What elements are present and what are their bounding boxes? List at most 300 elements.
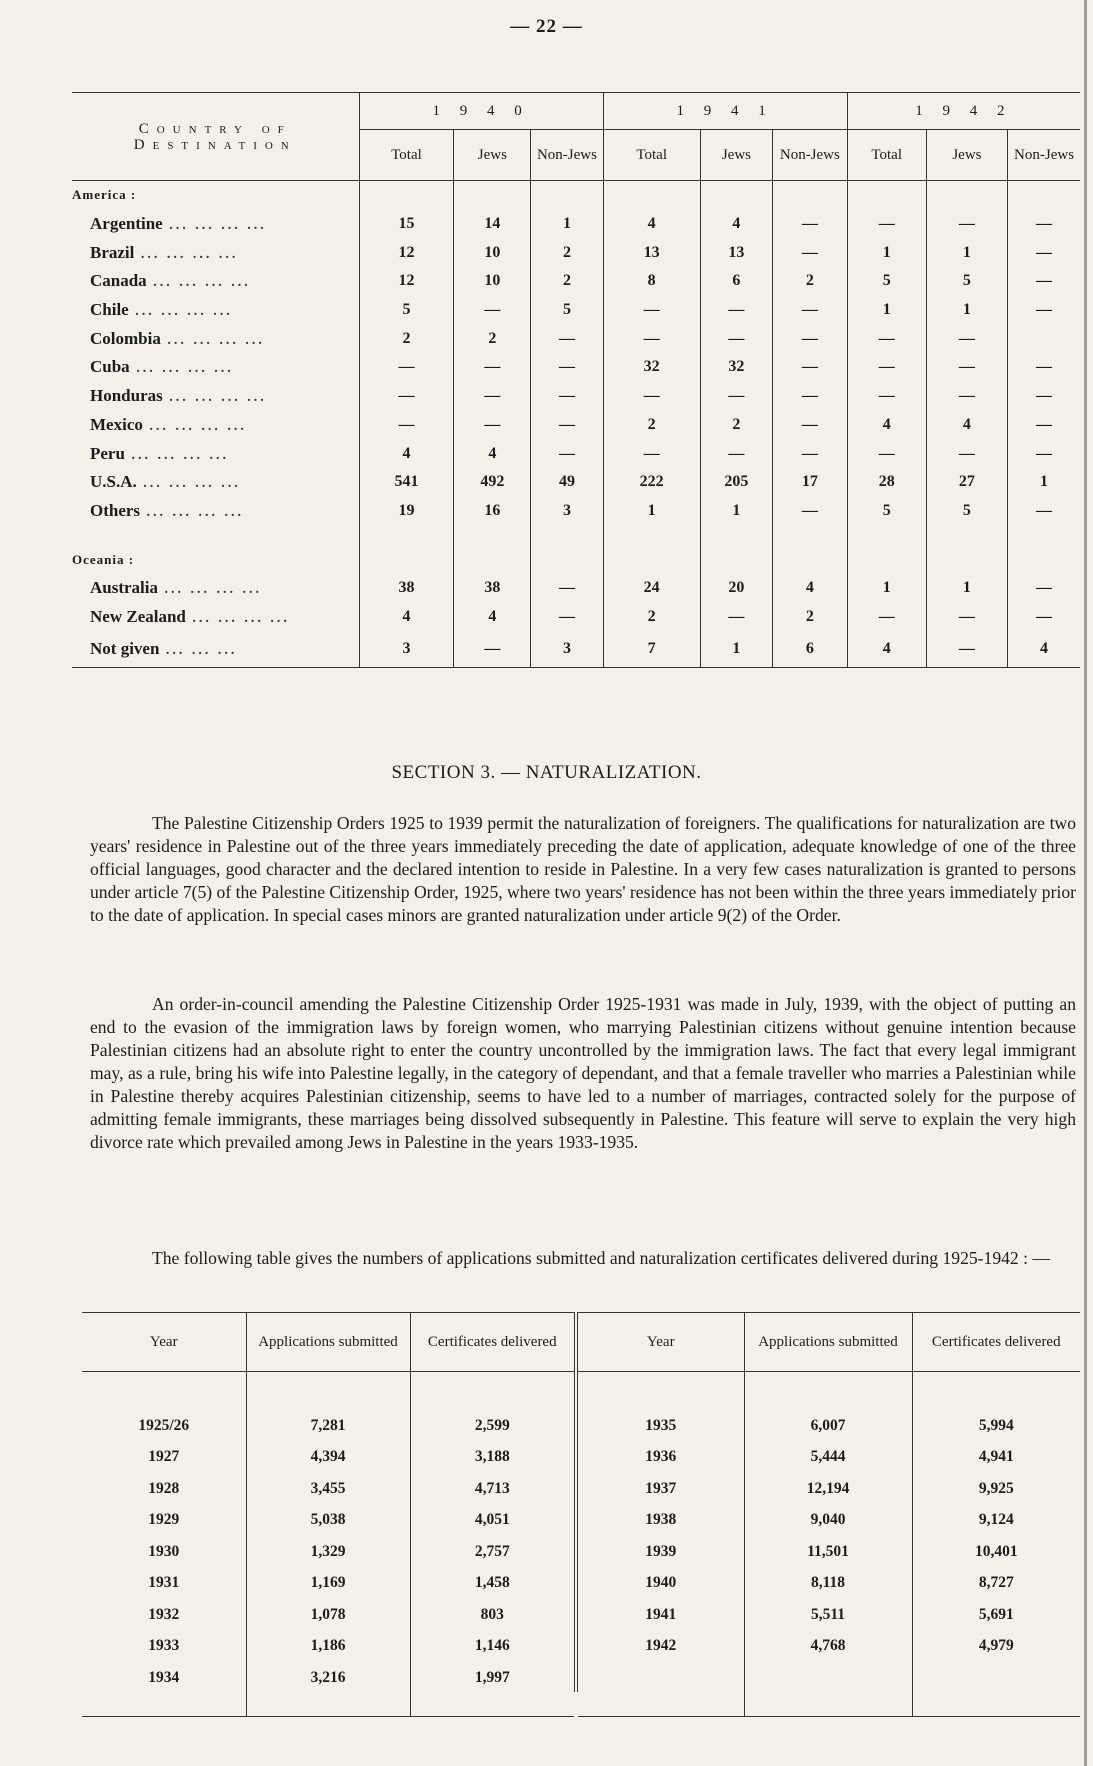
table-row [72, 296, 1080, 325]
table-row [72, 439, 1080, 468]
year-cell: 1933 [148, 1637, 180, 1655]
value-cell: 492 [454, 468, 531, 497]
value-cell: — [847, 439, 926, 468]
header-certificates: Certificates delivered [912, 1313, 1080, 1372]
value-cell: 4 [847, 411, 926, 440]
table-row [578, 1568, 1080, 1600]
value-cell: — [531, 439, 603, 468]
table-row [72, 267, 1080, 296]
section-title: SECTION 3. — NATURALIZATION. [391, 762, 702, 783]
value-cell: 7 [603, 631, 700, 668]
table-row [82, 1442, 574, 1474]
country-cell [72, 439, 359, 468]
country-header: Country of Destination [72, 93, 359, 181]
spacer-cell [912, 1372, 1080, 1411]
country-name: U.S.A. [90, 472, 137, 492]
paragraph-table-intro: The following table gives the numbers of applications submitted and naturalization certificates delivered during 1925-1942 : — [152, 1248, 1051, 1268]
sub-header-jews: Jews [700, 130, 772, 181]
country-cell [72, 497, 359, 526]
value-cell: — [531, 324, 603, 353]
value-cell: 12 [359, 238, 454, 267]
value-cell: 4 [454, 603, 531, 632]
value-cell: 222 [603, 468, 700, 497]
country-cell [72, 238, 359, 267]
value-cell: 541 [359, 468, 454, 497]
value-cell: — [603, 382, 700, 411]
leader-dots: ... ... ... ... [140, 504, 245, 520]
value-cell: — [926, 439, 1007, 468]
emigration-table-body [72, 181, 1080, 668]
applications-cell: 12,194 [744, 1473, 912, 1505]
spacer-cell [744, 1694, 912, 1717]
applications-cell: 5,444 [744, 1442, 912, 1474]
table-row [82, 1631, 574, 1663]
applications-cell: 11,501 [744, 1536, 912, 1568]
emigration-table [72, 92, 1080, 668]
value-cell: — [700, 603, 772, 632]
header-applications: Applications submitted [246, 1313, 410, 1372]
year-cell: 1932 [148, 1605, 180, 1623]
certificates-cell: 10,401 [912, 1536, 1080, 1568]
table-row [72, 210, 1080, 239]
value-cell: — [847, 603, 926, 632]
value-cell: 5 [847, 497, 926, 526]
empty-cell [700, 181, 772, 210]
country-cell [72, 296, 359, 325]
country-name: Brazil [90, 242, 135, 262]
value-cell: 14 [454, 210, 531, 239]
value-cell: 20 [700, 574, 772, 603]
year-cell: 1927 [148, 1448, 180, 1466]
value-cell: 4 [847, 631, 926, 668]
spacer-cell [578, 1662, 744, 1694]
year-cell: 1942 [645, 1637, 677, 1655]
value-cell: 2 [603, 411, 700, 440]
table-row [72, 353, 1080, 382]
empty-cell [1008, 181, 1080, 210]
value-cell: — [1008, 382, 1080, 411]
value-cell: — [531, 574, 603, 603]
year-header-1940: 1 9 4 0 [359, 93, 603, 130]
empty-cell [603, 545, 700, 574]
value-cell: 8 [603, 267, 700, 296]
leader-dots: ... ... ... [159, 643, 238, 659]
table-row-not-given [72, 631, 1080, 668]
value-cell: — [1008, 574, 1080, 603]
value-cell: 28 [847, 468, 926, 497]
certificates-cell: 8,727 [912, 1568, 1080, 1600]
spacer-cell [744, 1372, 912, 1411]
table-row [578, 1410, 1080, 1442]
country-name: Canada [90, 271, 147, 291]
sub-header-jews: Jews [926, 130, 1007, 181]
certificates-cell: 5,691 [912, 1599, 1080, 1631]
spacer-cell [410, 1372, 574, 1411]
value-cell: 3 [359, 631, 454, 668]
value-cell: 32 [700, 353, 772, 382]
applications-cell: 4,394 [246, 1442, 410, 1474]
table-row [72, 324, 1080, 353]
spacer-cell [359, 525, 454, 545]
paragraph-order-in-council: An order-in-council amending the Palestine Citizenship Order 1925-1931 was made in July, 1939, with the object of putting an end to the evasion of the immigration laws by foreign women, who marrying Palestinian citizens without genuine intention because Palestinian citizens had an absolute right to enter the country uncontrolled by the immigration laws. The fact that every legal immigrant may, as a rule, bring his wife into Palestine legally, in the category of dependant, and that a female traveller who marries a Palestinian while in Palestine thereby acquires Palestinian citizenship, seems to have led to a number of marriages, contracted solely for the purpose of admitting female immigrants, these marriages being dissolved subsequently in Palestine. This feature will serve to explain the very high divorce rate which prevailed among Jews in Palestine in the years 1933-1935. [90, 994, 1076, 1152]
year-cell: 1929 [148, 1511, 180, 1529]
value-cell: — [1008, 353, 1080, 382]
sub-header-non-jews: Non-Jews [773, 130, 848, 181]
region-row [72, 181, 1080, 210]
value-cell: 2 [603, 603, 700, 632]
empty-cell [359, 545, 454, 574]
value-cell: 2 [359, 324, 454, 353]
value-cell: — [531, 603, 603, 632]
year-header-1941: 1 9 4 1 [603, 93, 847, 130]
value-cell: 13 [603, 238, 700, 267]
value-cell: — [454, 296, 531, 325]
table-row [82, 1473, 574, 1505]
year-cell: 1939 [645, 1542, 677, 1560]
year-cell: 1930 [148, 1542, 180, 1560]
country-name: Not given [90, 639, 160, 659]
region-label: Oceania : [72, 551, 135, 567]
table-row [72, 238, 1080, 267]
spacer-row [82, 1694, 574, 1717]
empty-cell [926, 545, 1007, 574]
spacer-row [72, 525, 1080, 545]
country-name: Chile [90, 300, 129, 320]
year-cell: 1936 [645, 1448, 677, 1466]
value-cell: 10 [454, 238, 531, 267]
value-cell: 24 [603, 574, 700, 603]
value-cell: 12 [359, 267, 454, 296]
value-cell: — [359, 353, 454, 382]
value-cell: 2 [773, 267, 848, 296]
year-cell: 1928 [148, 1479, 180, 1497]
value-cell: 15 [359, 210, 454, 239]
value-cell: — [603, 296, 700, 325]
table-row [82, 1505, 574, 1537]
value-cell: 2 [454, 324, 531, 353]
leader-dots: ... ... ... ... [162, 218, 267, 234]
year-cell: 1935 [645, 1416, 677, 1434]
empty-cell [454, 545, 531, 574]
spacer-cell [246, 1694, 410, 1717]
value-cell: — [773, 296, 848, 325]
header-year: Year [82, 1313, 246, 1372]
leader-dots: ... ... ... ... [134, 246, 239, 262]
table-row [72, 382, 1080, 411]
spacer-cell [912, 1662, 1080, 1694]
empty-cell [531, 181, 603, 210]
value-cell: — [1008, 603, 1080, 632]
value-cell: 5 [926, 497, 1007, 526]
leader-dots: ... ... ... ... [142, 418, 247, 434]
country-name: Mexico [90, 414, 143, 434]
spacer-cell [578, 1694, 744, 1717]
value-cell: — [454, 411, 531, 440]
country-name: Peru [90, 443, 125, 463]
empty-cell [847, 545, 926, 574]
country-name: Cuba [90, 357, 130, 377]
empty-cell [1008, 545, 1080, 574]
certificates-cell: 1,146 [410, 1631, 574, 1663]
spacer-cell [72, 525, 359, 545]
spacer-cell [847, 525, 926, 545]
leader-dots: ... ... ... ... [162, 390, 267, 406]
value-cell: — [454, 353, 531, 382]
value-cell: 3 [531, 497, 603, 526]
leader-dots: ... ... ... ... [129, 361, 234, 377]
applications-cell: 1,078 [246, 1599, 410, 1631]
value-cell: 2 [773, 603, 848, 632]
table-row [72, 497, 1080, 526]
value-cell: 38 [359, 574, 454, 603]
value-cell: — [773, 238, 848, 267]
value-cell: 5 [531, 296, 603, 325]
empty-cell [847, 181, 926, 210]
value-cell: 1 [700, 497, 772, 526]
value-cell: — [1008, 411, 1080, 440]
certificates-cell: 803 [410, 1599, 574, 1631]
table-row [82, 1599, 574, 1631]
value-cell: — [454, 382, 531, 411]
sub-header-total: Total [603, 130, 700, 181]
year-cell: 1938 [645, 1511, 677, 1529]
country-cell [72, 267, 359, 296]
value-cell: — [700, 296, 772, 325]
paragraph-citizenship-orders: The Palestine Citizenship Orders 1925 to 1939 permit the naturalization of foreigners. The qualifications for naturalization are two years' residence in Palestine out of the three years immediately preceding the date of application, adequate knowledge of one of the three official languages, good character and the declared intention to reside in Palestine. In a very few cases naturalization is granted to persons under article 7(5) of the Palestine Citizenship Order, 1925, where two years' residence has not been within the three years immediately prior to the date of application. In special cases minors are granted naturalization under article 9(2) of the Order. [90, 813, 1076, 925]
value-cell: — [847, 382, 926, 411]
value-cell: 4 [603, 210, 700, 239]
value-cell: — [603, 324, 700, 353]
naturalization-table-right [578, 1312, 1080, 1717]
header-applications: Applications submitted [744, 1313, 912, 1372]
value-cell: — [531, 382, 603, 411]
country-cell [72, 324, 359, 353]
country-cell [72, 603, 359, 632]
applications-cell: 9,040 [744, 1505, 912, 1537]
certificates-cell: 4,941 [912, 1442, 1080, 1474]
certificates-cell: 9,925 [912, 1473, 1080, 1505]
spacer-cell [926, 525, 1007, 545]
country-cell [72, 353, 359, 382]
value-cell: — [926, 382, 1007, 411]
value-cell: 4 [1008, 631, 1080, 668]
spacer-cell [82, 1372, 246, 1411]
spacer-cell [773, 525, 848, 545]
value-cell: — [926, 324, 1007, 353]
page-number: — 22 — [510, 16, 583, 37]
leader-dots: ... ... ... ... [146, 275, 251, 291]
table-row [82, 1568, 574, 1600]
value-cell: — [847, 324, 926, 353]
certificates-cell: 3,188 [410, 1442, 574, 1474]
spacer-cell [603, 525, 700, 545]
value-cell: — [926, 631, 1007, 668]
value-cell: — [531, 353, 603, 382]
region-row [72, 545, 1080, 574]
leader-dots: ... ... ... ... [158, 582, 262, 598]
value-cell: 1 [926, 296, 1007, 325]
spacer-row [82, 1372, 574, 1411]
value-cell: — [926, 210, 1007, 239]
applications-cell: 1,329 [246, 1536, 410, 1568]
value-cell: 1 [603, 497, 700, 526]
certificates-cell: 1,997 [410, 1662, 574, 1694]
value-cell: 5 [847, 267, 926, 296]
year-header-1942: 1 9 4 2 [847, 93, 1080, 130]
header-certificates: Certificates delivered [410, 1313, 574, 1372]
value-cell: 10 [454, 267, 531, 296]
spacer-cell [1008, 525, 1080, 545]
table-row [72, 603, 1080, 632]
value-cell: 4 [926, 411, 1007, 440]
value-cell: — [773, 382, 848, 411]
certificates-cell: 9,124 [912, 1505, 1080, 1537]
value-cell: — [1008, 267, 1080, 296]
value-cell: — [1008, 439, 1080, 468]
value-cell: — [454, 631, 531, 668]
value-cell: — [531, 411, 603, 440]
value-cell: 1 [531, 210, 603, 239]
value-cell: 3 [531, 631, 603, 668]
sub-header-jews: Jews [454, 130, 531, 181]
applications-cell: 1,169 [246, 1568, 410, 1600]
certificates-cell: 2,599 [410, 1410, 574, 1442]
applications-cell: 8,118 [744, 1568, 912, 1600]
year-cell: 1934 [148, 1668, 180, 1686]
sub-header-non-jews: Non-Jews [531, 130, 603, 181]
page-edge-shadow [1084, 0, 1087, 1766]
empty-cell [531, 545, 603, 574]
empty-cell [773, 545, 848, 574]
table-row [72, 574, 1080, 603]
year-cell: 1931 [148, 1574, 180, 1592]
empty-cell [700, 545, 772, 574]
country-cell [72, 382, 359, 411]
country-cell [72, 468, 359, 497]
country-name: Argentine [90, 214, 163, 234]
empty-cell [926, 181, 1007, 210]
spacer-cell [578, 1372, 744, 1411]
value-cell: — [1008, 210, 1080, 239]
empty-cell [603, 181, 700, 210]
sub-header-non-jews: Non-Jews [1008, 130, 1080, 181]
naturalization-table-left [82, 1312, 574, 1717]
value-cell: 6 [700, 267, 772, 296]
value-cell: 38 [454, 574, 531, 603]
value-cell: — [1008, 296, 1080, 325]
spacer-cell [700, 525, 772, 545]
value-cell: 17 [773, 468, 848, 497]
value-cell: — [773, 497, 848, 526]
empty-cell [359, 181, 454, 210]
applications-cell: 4,768 [744, 1631, 912, 1663]
value-cell: — [1008, 497, 1080, 526]
value-cell: — [1008, 238, 1080, 267]
year-cell: 1925/26 [138, 1416, 190, 1434]
value-cell: — [773, 353, 848, 382]
value-cell: 49 [531, 468, 603, 497]
table-row [82, 1536, 574, 1568]
value-cell: — [773, 324, 848, 353]
empty-cell [454, 181, 531, 210]
value-cell: 13 [700, 238, 772, 267]
spacer-cell [454, 525, 531, 545]
table-row [578, 1536, 1080, 1568]
table-row [578, 1473, 1080, 1505]
value-cell: 19 [359, 497, 454, 526]
value-cell: 2 [700, 411, 772, 440]
certificates-cell: 4,051 [410, 1505, 574, 1537]
country-name: New Zealand [90, 606, 186, 626]
year-cell: 1941 [645, 1605, 677, 1623]
value-cell: 1 [926, 574, 1007, 603]
table-row [82, 1410, 574, 1442]
leader-dots: ... ... ... ... [136, 476, 241, 492]
leader-dots: ... ... ... ... [128, 304, 233, 320]
value-cell: 1 [926, 238, 1007, 267]
table-row [578, 1599, 1080, 1631]
value-cell: 2 [531, 238, 603, 267]
certificates-cell: 1,458 [410, 1568, 574, 1600]
value-cell: — [847, 353, 926, 382]
value-cell: — [700, 439, 772, 468]
spacer-cell [531, 525, 603, 545]
certificates-cell: 2,757 [410, 1536, 574, 1568]
value-cell: — [359, 411, 454, 440]
value-cell: — [700, 382, 772, 411]
table-row [578, 1631, 1080, 1663]
value-cell: 4 [454, 439, 531, 468]
value-cell: 5 [926, 267, 1007, 296]
applications-cell: 5,038 [246, 1505, 410, 1537]
value-cell: — [847, 210, 926, 239]
value-cell: — [603, 439, 700, 468]
country-cell [72, 574, 359, 603]
value-cell: 1 [847, 296, 926, 325]
table-row [82, 1662, 574, 1694]
certificates-cell: 4,979 [912, 1631, 1080, 1663]
applications-cell: 6,007 [744, 1410, 912, 1442]
spacer-cell [912, 1694, 1080, 1717]
value-cell: — [926, 603, 1007, 632]
value-cell: — [773, 439, 848, 468]
value-cell: 2 [531, 267, 603, 296]
value-cell [1008, 324, 1080, 353]
leader-dots: ... ... ... ... [185, 610, 290, 626]
value-cell: — [926, 353, 1007, 382]
country-name: Honduras [90, 386, 163, 406]
applications-cell: 3,216 [246, 1662, 410, 1694]
value-cell: — [700, 324, 772, 353]
sub-header-total: Total [847, 130, 926, 181]
sub-header-total: Total [359, 130, 454, 181]
country-cell [72, 631, 359, 668]
value-cell: 1 [847, 238, 926, 267]
country-name: Others [90, 500, 141, 520]
value-cell: — [773, 411, 848, 440]
table-row [578, 1505, 1080, 1537]
table-row [72, 411, 1080, 440]
year-cell: 1940 [645, 1574, 677, 1592]
value-cell: 1 [700, 631, 772, 668]
value-cell: 16 [454, 497, 531, 526]
value-cell: 1 [847, 574, 926, 603]
spacer-row [578, 1372, 1080, 1411]
value-cell: 4 [700, 210, 772, 239]
country-cell [72, 210, 359, 239]
value-cell: 32 [603, 353, 700, 382]
country-name: Colombia [90, 328, 161, 348]
